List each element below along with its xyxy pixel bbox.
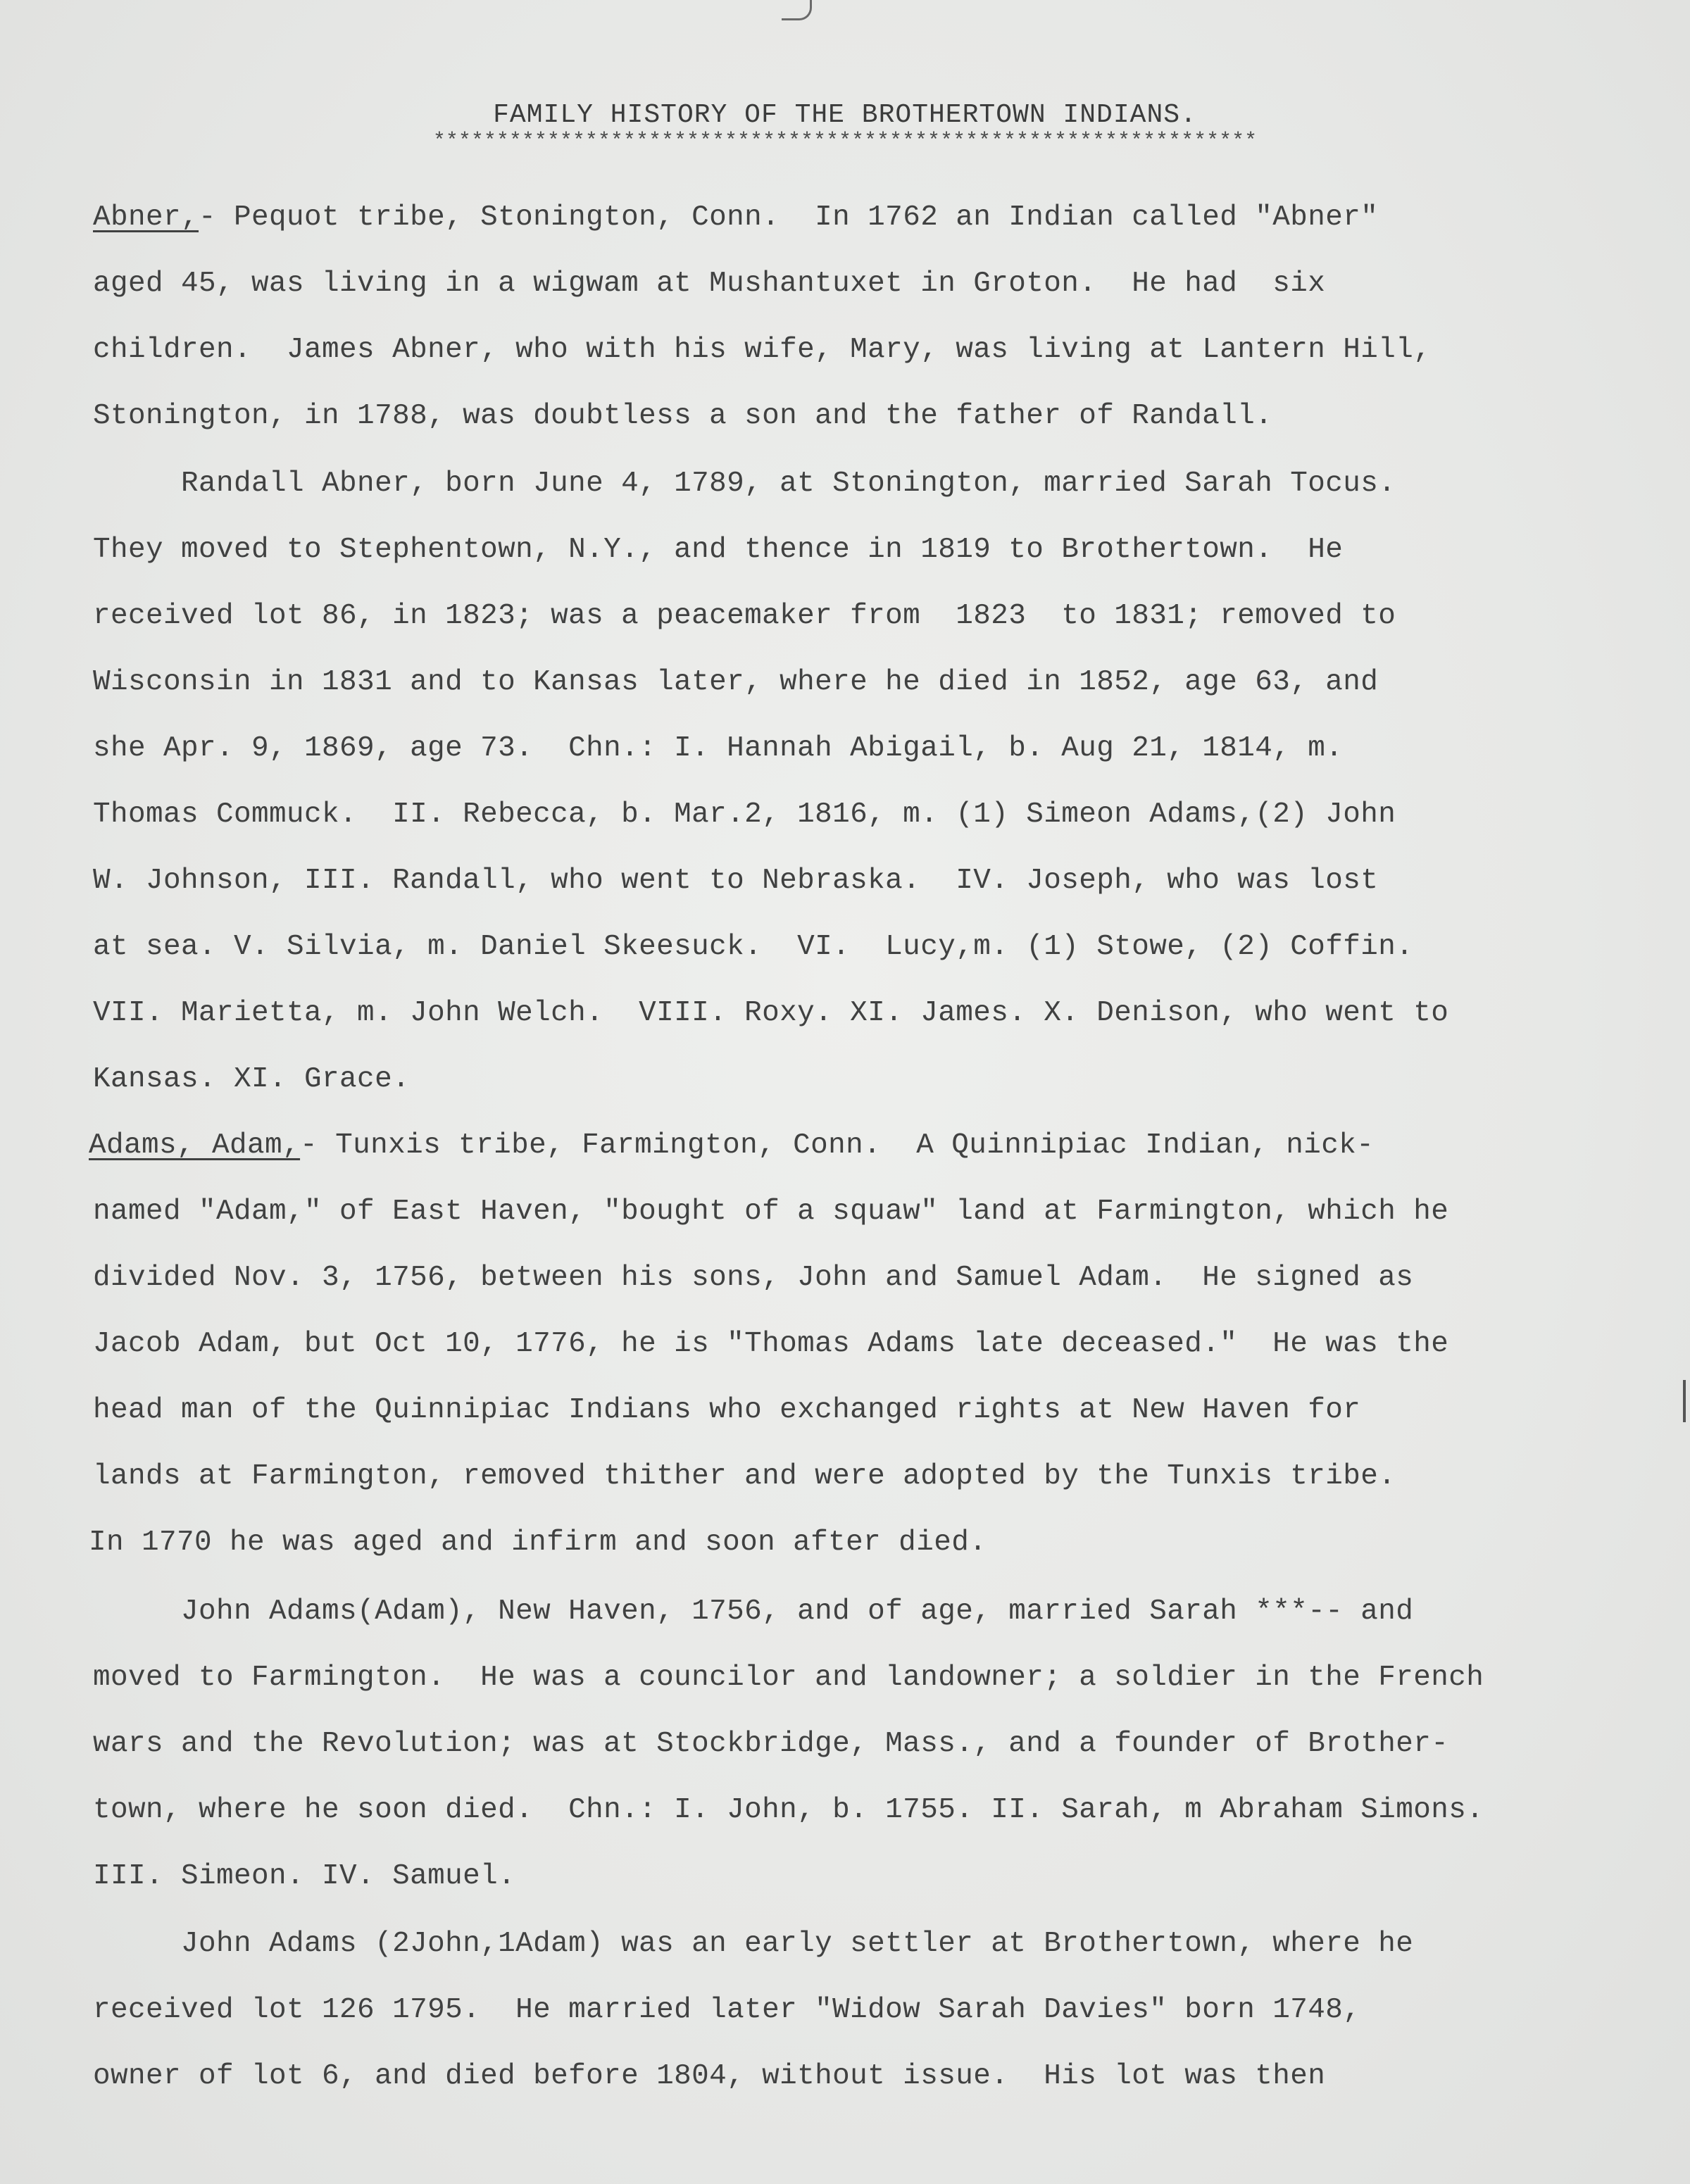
page-clip-mark — [782, 0, 812, 20]
text-line: town, where he soon died. Chn.: I. John, b. 1755. II. Sarah, m Abraham Simons. — [93, 1794, 1484, 1826]
text-line: named "Adam," of East Haven, "bought of a squaw" land at Farmington, which he — [93, 1195, 1449, 1228]
text-line: Jacob Adam, but Oct 10, 1776, he is "Thomas Adams late deceased." He was the — [93, 1328, 1449, 1360]
text-line: W. Johnson, III. Randall, who went to Nebraska. IV. Joseph, who was lost — [93, 865, 1379, 897]
text-line: she Apr. 9, 1869, age 73. Chn.: I. Hannah Abigail, b. Aug 21, 1814, m. — [93, 732, 1344, 765]
text-line: Abner,- Pequot tribe, Stonington, Conn. In 1762 an Indian called "Abner" — [93, 201, 1379, 234]
text-line: III. Simeon. IV. Samuel. — [93, 1860, 516, 1893]
text-line: Thomas Commuck. II. Rebecca, b. Mar.2, 1816, m. (1) Simeon Adams,(2) John — [93, 798, 1396, 831]
page-edge-mark — [1683, 1380, 1686, 1422]
text-line: received lot 86, in 1823; was a peacemaker from 1823 to 1831; removed to — [93, 600, 1396, 632]
text-line: head man of the Quinnipiac Indians who exchanged rights at New Haven for — [93, 1394, 1361, 1426]
entry-heading-adams: Adams, Adam, — [89, 1129, 301, 1162]
text-line: Randall Abner, born June 4, 1789, at Stonington, married Sarah Tocus. — [93, 467, 1396, 500]
text-line: lands at Farmington, removed thither and were adopted by the Tunxis tribe. — [93, 1460, 1396, 1493]
entry-heading-abner: Abner, — [93, 201, 199, 234]
text-line: VII. Marietta, m. John Welch. VIII. Roxy. XI. James. X. Denison, who went to — [93, 997, 1449, 1029]
text-line: Stonington, in 1788, was doubtless a son and the father of Randall. — [93, 400, 1273, 432]
text-line: Kansas. XI. Grace. — [93, 1063, 411, 1096]
text-line: moved to Farmington. He was a councilor and landowner; a soldier in the French — [93, 1662, 1484, 1694]
text-line: owner of lot 6, and died before 1804, without issue. His lot was then — [93, 2060, 1326, 2092]
text-line: aged 45, was living in a wigwam at Mushantuxet in Groton. He had six — [93, 268, 1326, 300]
text-line: children. James Abner, who with his wife, Mary, was living at Lantern Hill, — [93, 334, 1432, 366]
text-line: divided Nov. 3, 1756, between his sons, John and Samuel Adam. He signed as — [93, 1262, 1414, 1294]
text-line: at sea. V. Silvia, m. Daniel Skeesuck. VI. Lucy,m. (1) Stowe, (2) Coffin. — [93, 931, 1414, 963]
text-line: In 1770 he was aged and infirm and soon after died. — [89, 1526, 987, 1559]
document-title: FAMILY HISTORY OF THE BROTHERTOWN INDIANS. — [493, 100, 1197, 130]
text-line: Adams, Adam,- Tunxis tribe, Farmington, Conn. A Quinnipiac Indian, nick- — [89, 1129, 1375, 1162]
text-line: Wisconsin in 1831 and to Kansas later, where he died in 1852, age 63, and — [93, 666, 1379, 698]
text-line: John Adams (2John,1Adam) was an early settler at Brothertown, where he — [93, 1928, 1414, 1960]
text-line: wars and the Revolution; was at Stockbridge, Mass., and a founder of Brother- — [93, 1728, 1449, 1760]
text-line: They moved to Stephentown, N.Y., and thence in 1819 to Brothertown. He — [93, 534, 1344, 566]
text-line: received lot 126 1795. He married later "Widow Sarah Davies" born 1748, — [93, 1994, 1361, 2026]
text-line: John Adams(Adam), New Haven, 1756, and of age, married Sarah ***-- and — [93, 1595, 1414, 1628]
title-separator: ***************************************************************** — [432, 130, 1258, 153]
